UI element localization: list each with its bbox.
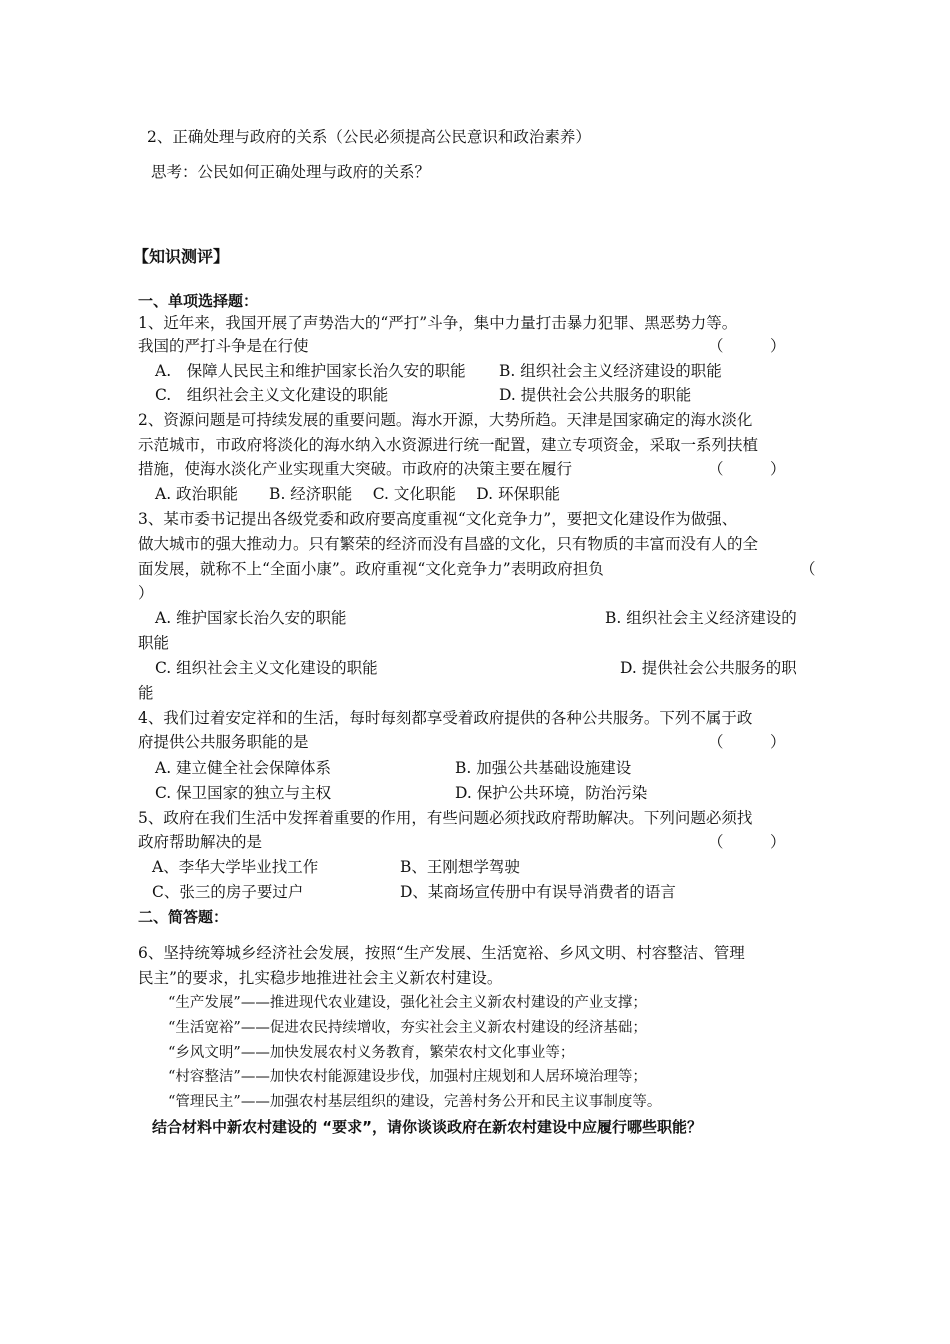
q1-option-d: D. 提供社会公共服务的职能	[499, 386, 692, 404]
q6-question: 结合材料中新农村建设的 “要求”，请你谈谈政府在新农村建设中应履行哪些职能？	[152, 1118, 702, 1136]
section-title: 【知识测评】	[133, 247, 230, 266]
q6-material-5: “管理民主”——加强农村基层组织的建设，完善村务公开和民主议事制度等。	[168, 1094, 662, 1110]
q4-option-b: B. 加强公共基础设施建设	[455, 759, 632, 777]
q1-option-a: A. 保障人民民主和维护国家长治久安的职能	[155, 362, 466, 380]
q4-option-c: C. 保卫国家的独立与主权	[155, 784, 332, 802]
q3-paren-close: ）	[138, 584, 154, 602]
q5-option-a: A、李华大学毕业找工作	[152, 858, 319, 876]
q1-line2: 我国的严打斗争是在行使	[138, 337, 309, 355]
q3-option-b: B. 组织社会主义经济建设的	[605, 609, 797, 627]
q3-option-a: A. 维护国家长治久安的职能	[155, 609, 347, 627]
q5-line2: 政府帮助解决的是	[138, 833, 263, 851]
part1-heading: 一、单项选择题：	[138, 292, 259, 310]
intro-think: 思考：公民如何正确处理与政府的关系？	[151, 163, 431, 181]
part2-heading: 二、简答题：	[138, 908, 229, 926]
intro-item-2: 2、正确处理与政府的关系（公民必须提高公民意识和政治素养）	[147, 128, 591, 146]
q1-line1: 1、近年来，我国开展了声势浩大的“严打”斗争，集中力量打击暴力犯罪、黑恶势力等。	[138, 314, 738, 332]
q3-line3: 面发展，就称不上“全面小康”。政府重视“文化竞争力”表明政府担负	[138, 560, 604, 578]
q3-option-d-wrap: 能	[138, 684, 154, 702]
q2-options: A. 政治职能 B. 经济职能 C. 文化职能 D. 环保职能	[155, 485, 561, 503]
q3-line2: 做大城市的强大推动力。只有繁荣的经济而没有昌盛的文化，只有物质的丰富而没有人的全	[138, 535, 759, 553]
q6-line2: 民主”的要求，扎实稳步地推进社会主义新农村建设。	[138, 969, 503, 987]
q1-answer-paren: （ ）	[708, 337, 786, 355]
q5-option-d: D、某商场宣传册中有误导消费者的语言	[400, 883, 676, 901]
q6-material-3: “乡风文明”——加快发展农村义务教育，繁荣农村文化事业等；	[168, 1045, 575, 1061]
q5-answer-paren: （ ）	[708, 833, 786, 851]
q2-line3: 措施，使海水淡化产业实现重大突破。市政府的决策主要在履行	[138, 460, 573, 478]
q2-line1: 2、资源问题是可持续发展的重要问题。海水开源，大势所趋。天津是国家确定的海水淡化	[138, 411, 753, 429]
q1-option-b: B. 组织社会主义经济建设的职能	[499, 362, 722, 380]
q5-line1: 5、政府在我们生活中发挥着重要的作用，有些问题必须找政府帮助解决。下列问题必须找	[138, 809, 753, 827]
q6-material-4: “村容整洁”——加快农村能源建设步伐，加强村庄规划和人居环境治理等；	[168, 1069, 647, 1085]
q4-answer-paren: （ ）	[708, 733, 786, 751]
q3-line1: 3、某市委书记提出各级党委和政府要高度重视“文化竞争力”，要把文化建设作为做强、	[138, 510, 738, 528]
q3-option-c: C. 组织社会主义文化建设的职能	[155, 659, 378, 677]
q1-option-c: C. 组织社会主义文化建设的职能	[155, 386, 389, 404]
q3-paren-open: （	[800, 560, 816, 578]
q4-option-a: A. 建立健全社会保障体系	[155, 759, 332, 777]
q5-option-b: B、王刚想学驾驶	[400, 858, 520, 876]
q6-material-1: “生产发展”——推进现代农业建设，强化社会主义新农村建设的产业支撑；	[168, 995, 647, 1011]
q5-option-c: C、张三的房子要过户	[152, 883, 304, 901]
q6-material-2: “生活宽裕”——促进农民持续增收，夯实社会主义新农村建设的经济基础；	[168, 1020, 647, 1036]
q2-line2: 示范城市，市政府将淡化的海水纳入水资源进行统一配置，建立专项资金，采取一系列扶植	[138, 436, 759, 454]
q2-answer-paren: （ ）	[708, 460, 786, 478]
q3-option-d: D. 提供社会公共服务的职	[620, 659, 797, 677]
q4-line2: 府提供公共服务职能的是	[138, 733, 309, 751]
q6-line1: 6、坚持统筹城乡经济社会发展，按照“生产发展、生活宽裕、乡风文明、村容整洁、管理	[138, 944, 745, 962]
q4-line1: 4、我们过着安定祥和的生活，每时每刻都享受着政府提供的各种公共服务。下列不属于政	[138, 709, 753, 727]
q3-option-b-wrap: 职能	[138, 634, 170, 652]
q4-option-d: D. 保护公共环境，防治污染	[455, 784, 648, 802]
